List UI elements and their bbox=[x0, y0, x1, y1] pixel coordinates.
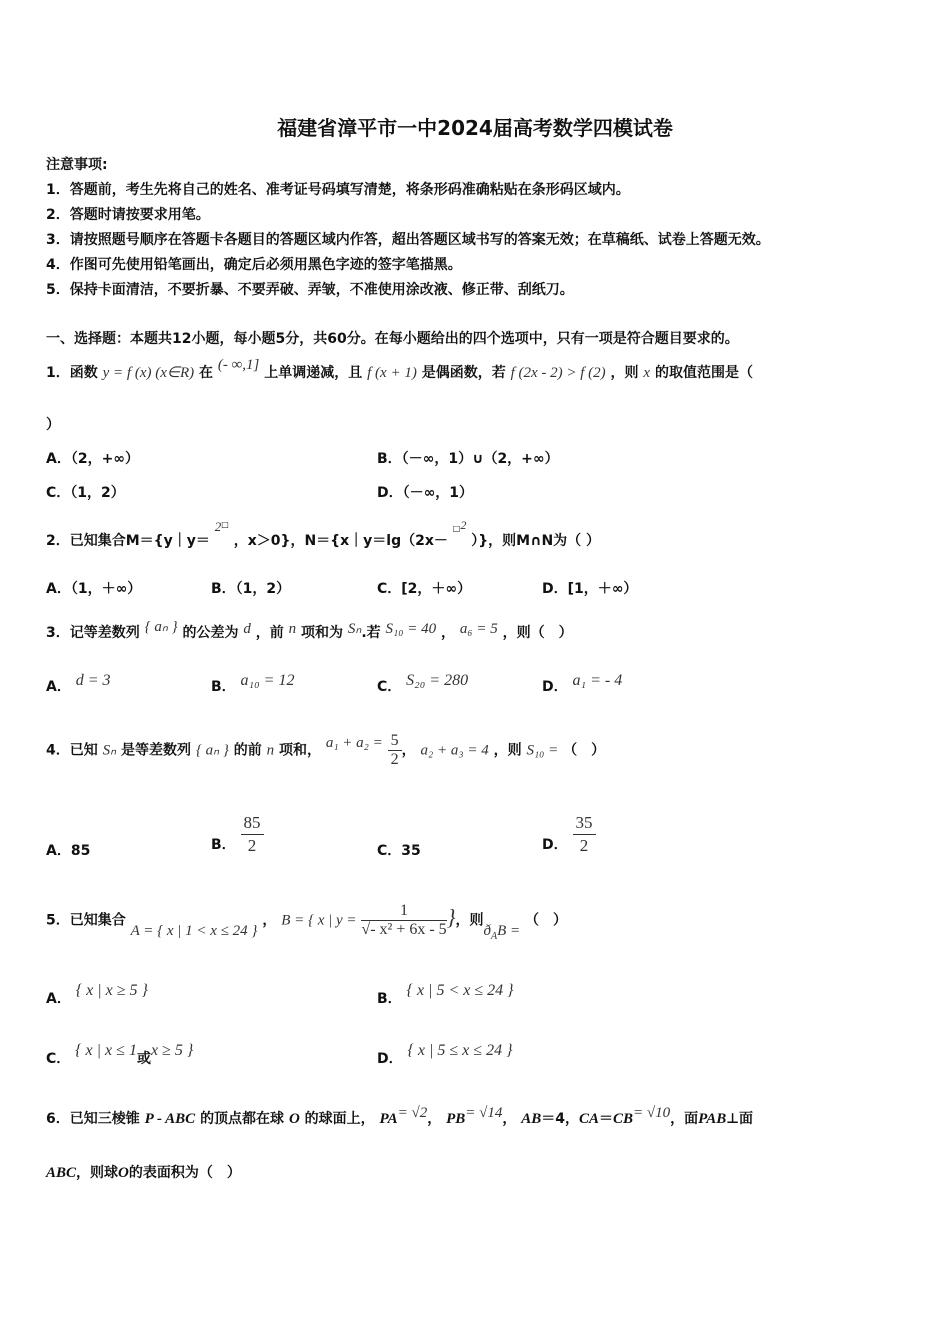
q4-option-c[interactable]: C．35 bbox=[377, 843, 421, 859]
q2-option-d[interactable]: D．[1，＋∞） bbox=[542, 581, 638, 597]
q2-option-b[interactable]: B．（1，2） bbox=[211, 581, 291, 597]
q5-option-a[interactable]: A． { x | x ≥ 5 } bbox=[46, 982, 148, 1007]
q5-option-d[interactable]: D． { x | 5 ≤ x ≤ 24 } bbox=[377, 1042, 513, 1067]
q4-option-a[interactable]: A．85 bbox=[46, 843, 91, 859]
q1-interval: (- ∞,1] bbox=[217, 357, 260, 373]
q4-option-d[interactable]: D． $\frac{35}{2}$ bbox=[542, 812, 596, 857]
question-1: 1．函数 y = f (x) (x∈R) 在 (- ∞,1] 上单调递减，且 f (x + 1) 是偶函数，若 f (2x - 2) > f (2) ，则 x 的取值范围是（ bbox=[46, 357, 753, 381]
q1-option-b[interactable]: B．（－∞，1）∪（2，+∞） bbox=[377, 451, 559, 467]
question-4: 4．已知 Sₙ 是等差数列 { aₙ } 的前 n 项和， a₁ + a₂ = $\frac{5}{2}$ ， a₂ + a₃ = 4 ，则 S₁₀ = （ ） bbox=[46, 732, 606, 768]
section-heading: 一、选择题：本题共12小题，每小题5分，共60分。在每小题给出的四个选项中，只有一项是符合题目要求的。 bbox=[46, 331, 739, 347]
question-6: 6．已知三棱锥 P - ABC 的顶点都在球 O 的球面上， PA= √2， PB= √14， AB＝4，CA＝CB= √10，面PAB⊥面 bbox=[46, 1105, 753, 1127]
notice-item-1: 1．答题前，考生先将自己的姓名、准考证号码填写清楚，将条形码准确粘贴在条形码区域内。 bbox=[46, 182, 630, 198]
q3-option-a[interactable]: A． d = 3 bbox=[46, 672, 111, 695]
notice-item-2: 2．答题时请按要求用笔。 bbox=[46, 207, 210, 223]
q1-option-d[interactable]: D．（－∞，1） bbox=[377, 485, 474, 501]
q5-option-b[interactable]: B． { x | 5 < x ≤ 24 } bbox=[377, 982, 514, 1007]
q1-inequality: f (2x - 2) > f (2) bbox=[510, 365, 606, 381]
notice-item-5: 5．保持卡面清洁，不要折暴、不要弄破、弄皱，不准使用涂改液、修正带、刮纸刀。 bbox=[46, 282, 574, 298]
q1-close-paren: ） bbox=[46, 417, 60, 433]
question-5: 5．已知集合 A = { x | 1 < x ≤ 24 } ， B = { x | y = $\frac{1}{\text{√- x² + 6x - 5}}$ }，则$ð_AB$ = （ ） bbox=[46, 902, 568, 942]
notice-heading: 注意事项: bbox=[46, 157, 108, 173]
q5-fraction: $\frac{1}{\text{√- x² + 6x - 5}}$ bbox=[361, 902, 447, 938]
notice-item-4: 4．作图可先使用铅笔画出，确定后必须用黑色字迹的签字笔描黑。 bbox=[46, 257, 462, 273]
page-title: 福建省漳平市一中2024届高考数学四模试卷 bbox=[277, 116, 673, 140]
q5-option-c[interactable]: C． { x | x ≤ 1或x ≥ 5 } bbox=[46, 1042, 194, 1067]
q3-option-d[interactable]: D． a₁ = - 4 bbox=[542, 672, 623, 695]
q3-option-b[interactable]: B． a₁₀ = 12 bbox=[211, 672, 295, 695]
q1-function: y = f (x) (x∈R) bbox=[102, 365, 195, 381]
question-6-line-2: ABC，则球O的表面积为（ ） bbox=[46, 1165, 241, 1181]
q2-option-c[interactable]: C．[2，＋∞） bbox=[377, 581, 472, 597]
q1-option-c[interactable]: C．（1，2） bbox=[46, 485, 125, 501]
q4-option-b[interactable]: B． $\frac{85}{2}$ bbox=[211, 812, 264, 857]
question-3: 3．记等差数列 { aₙ } 的公差为 d ，前 n 项和为 Sₙ.若 S₁₀ = 40 ， a₆ = 5 ，则（ ） bbox=[46, 619, 573, 641]
q3-option-c[interactable]: C． S₂₀ = 280 bbox=[377, 672, 469, 695]
question-2: 2．已知集合M＝{y｜y＝ 2□ ，x＞0}，N＝{x｜y＝lg（2x－ □2 ）}，则M∩N为（ ） bbox=[46, 518, 601, 549]
q1-shifted-function: f (x + 1) bbox=[367, 365, 417, 381]
q2-option-a[interactable]: A．（1，＋∞） bbox=[46, 581, 142, 597]
notice-item-3: 3．请按照题号顺序在答题卡各题目的答题区域内作答，超出答题区域书写的答案无效；在草稿纸、试卷上答题无效。 bbox=[46, 232, 770, 248]
q4-fraction: $\frac{5}{2}$ bbox=[388, 732, 402, 769]
q1-option-a[interactable]: A．（2，+∞） bbox=[46, 451, 139, 467]
